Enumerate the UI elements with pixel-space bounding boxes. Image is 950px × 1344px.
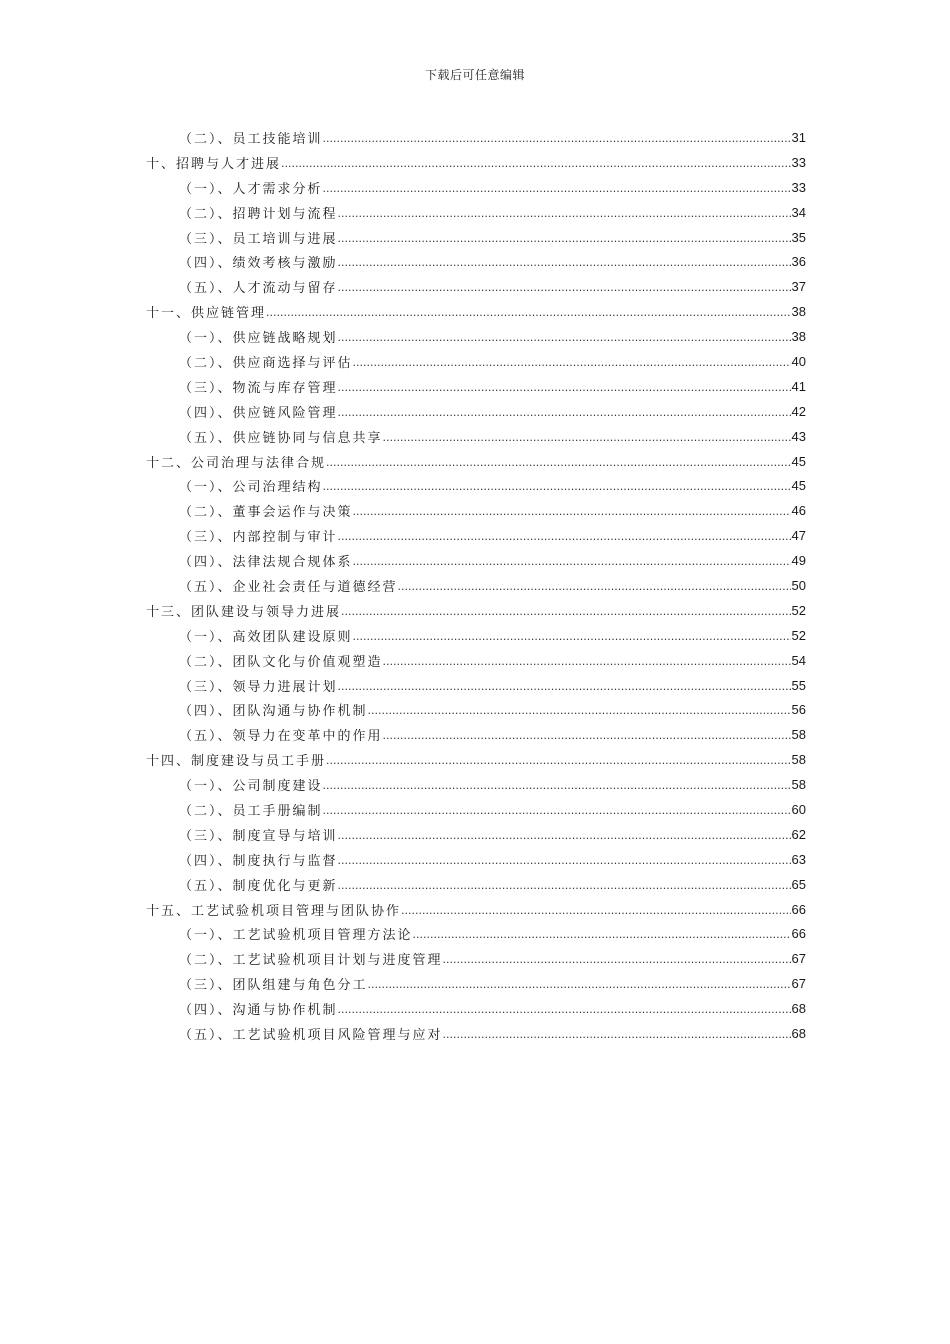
toc-entry-page-number: 41 <box>791 378 806 394</box>
toc-section-entry[interactable] <box>146 946 806 971</box>
toc-entry-page-number: 37 <box>791 279 806 295</box>
toc-entry-title: 十二、公司治理与法律合规 <box>146 455 327 471</box>
toc-entry-page-number: 66 <box>791 901 806 917</box>
toc-dot-leader <box>323 132 791 145</box>
toc-entry-title: （二）、供应商选择与评估 <box>179 355 353 371</box>
toc-dot-leader <box>338 281 791 294</box>
toc-entry-title: （一）、工艺试验机项目管理方法论 <box>179 928 413 944</box>
toc-entry-title: （四）、沟通与协作机制 <box>179 1003 338 1019</box>
toc-entry-title: （五）、人才流动与留存 <box>179 281 338 297</box>
toc-dot-leader <box>323 804 791 817</box>
toc-entry-page-number: 50 <box>791 577 806 593</box>
toc-section-entry[interactable] <box>146 274 806 299</box>
toc-entry-title: （五）、供应链协同与信息共享 <box>179 430 383 446</box>
toc-entry-page-number: 40 <box>791 353 806 369</box>
toc-section-entry[interactable] <box>146 1021 806 1046</box>
toc-dot-leader <box>383 431 791 444</box>
toc-entry-page-number: 36 <box>791 254 806 270</box>
toc-dot-leader <box>353 630 791 643</box>
toc-dot-leader <box>368 978 791 991</box>
toc-section-entry[interactable] <box>146 548 806 573</box>
toc-entry-title: （三）、物流与库存管理 <box>179 380 338 396</box>
toc-section-entry[interactable] <box>146 249 806 274</box>
toc-section-entry[interactable] <box>146 349 806 374</box>
toc-entry-page-number: 65 <box>791 876 806 892</box>
toc-chapter-entry[interactable] <box>146 449 806 474</box>
toc-entry-page-number: 67 <box>791 976 806 992</box>
toc-entry-title: （二）、员工技能培训 <box>179 131 323 147</box>
toc-dot-leader <box>338 1003 791 1016</box>
toc-entry-title: （四）、制度执行与监督 <box>179 853 338 869</box>
toc-chapter-entry[interactable] <box>146 747 806 772</box>
toc-section-entry[interactable] <box>146 573 806 598</box>
toc-entry-title: （二）、招聘计划与流程 <box>179 206 338 222</box>
toc-entry-title: 十三、团队建设与领导力进展 <box>146 604 342 620</box>
toc-dot-leader <box>353 356 791 369</box>
toc-section-entry[interactable] <box>146 971 806 996</box>
toc-section-entry[interactable] <box>146 225 806 250</box>
toc-dot-leader <box>338 381 791 394</box>
toc-chapter-entry[interactable] <box>146 150 806 175</box>
toc-dot-leader <box>443 953 791 966</box>
toc-dot-leader <box>338 879 791 892</box>
toc-dot-leader <box>326 754 791 767</box>
toc-entry-page-number: 45 <box>791 478 806 494</box>
toc-entry-title: （三）、团队组建与角色分工 <box>179 978 368 994</box>
toc-entry-page-number: 31 <box>791 129 806 145</box>
toc-section-entry[interactable] <box>146 374 806 399</box>
toc-entry-title: （四）、绩效考核与激励 <box>179 256 338 272</box>
toc-entry-title: （二）、工艺试验机项目计划与进度管理 <box>179 953 443 969</box>
toc-entry-page-number: 34 <box>791 204 806 220</box>
toc-section-entry[interactable] <box>146 399 806 424</box>
toc-entry-title: （五）、领导力在变革中的作用 <box>179 729 383 745</box>
toc-entry-title: （四）、法律法规合规体系 <box>179 555 353 571</box>
toc-entry-title: （一）、高效团队建设原则 <box>179 629 353 645</box>
toc-section-entry[interactable] <box>146 996 806 1021</box>
toc-dot-leader <box>401 904 791 917</box>
toc-dot-leader <box>323 779 791 792</box>
toc-entry-title: （五）、制度优化与更新 <box>179 878 338 894</box>
toc-entry-title: （一）、人才需求分析 <box>179 181 323 197</box>
toc-dot-leader <box>341 605 791 618</box>
toc-section-entry[interactable] <box>146 822 806 847</box>
toc-dot-leader <box>383 655 791 668</box>
toc-entry-page-number: 63 <box>791 851 806 867</box>
toc-entry-title: （二）、团队文化与价值观塑造 <box>179 654 383 670</box>
toc-entry-title: （一）、供应链战略规划 <box>179 331 338 347</box>
toc-entry-page-number: 52 <box>791 602 806 618</box>
toc-entry-title: （一）、公司治理结构 <box>179 480 323 496</box>
toc-entry-title: （四）、团队沟通与协作机制 <box>179 704 368 720</box>
toc-dot-leader <box>338 256 791 269</box>
toc-entry-title: （五）、工艺试验机项目风险管理与应对 <box>179 1028 443 1043</box>
toc-section-entry[interactable] <box>146 523 806 548</box>
toc-entry-page-number: 56 <box>791 702 806 718</box>
toc-entry-title: （三）、内部控制与审计 <box>179 530 338 546</box>
toc-entry-title: （二）、员工手册编制 <box>179 803 323 819</box>
toc-dot-leader <box>326 456 791 469</box>
toc-section-entry[interactable] <box>146 125 806 150</box>
toc-section-entry[interactable] <box>146 324 806 349</box>
toc-entry-page-number: 52 <box>791 627 806 643</box>
toc-dot-leader <box>281 157 791 170</box>
toc-entry-page-number: 58 <box>791 727 806 743</box>
toc-dot-leader <box>368 704 791 717</box>
toc-entry-title: （一）、公司制度建设 <box>179 779 323 795</box>
toc-entry-page-number: 47 <box>791 528 806 544</box>
toc-entry-page-number: 38 <box>791 304 806 320</box>
toc-entry-page-number: 35 <box>791 229 806 245</box>
toc-dot-leader <box>338 232 791 245</box>
toc-dot-leader <box>338 207 791 220</box>
toc-section-entry[interactable] <box>146 175 806 200</box>
toc-entry-page-number: 68 <box>791 1001 806 1017</box>
toc-section-entry[interactable] <box>146 872 806 897</box>
toc-dot-leader <box>398 580 791 593</box>
toc-section-entry[interactable] <box>146 648 806 673</box>
table-of-contents <box>146 125 806 1046</box>
toc-section-entry[interactable] <box>146 847 806 872</box>
toc-dot-leader <box>323 480 791 493</box>
toc-chapter-entry[interactable] <box>146 897 806 922</box>
toc-dot-leader <box>443 1028 791 1041</box>
toc-section-entry[interactable] <box>146 797 806 822</box>
toc-entry-page-number: 33 <box>791 179 806 195</box>
toc-entry-page-number: 68 <box>791 1026 806 1041</box>
toc-entry-title: （三）、员工培训与进展 <box>179 231 338 247</box>
toc-entry-page-number: 49 <box>791 553 806 569</box>
toc-section-entry[interactable] <box>146 772 806 797</box>
toc-entry-title: （五）、企业社会责任与道德经营 <box>179 579 398 595</box>
page-header-note: 下载后可任意编辑 <box>424 68 525 82</box>
toc-entry-page-number: 54 <box>791 652 806 668</box>
toc-entry-page-number: 58 <box>791 752 806 768</box>
toc-entry-page-number: 43 <box>791 428 806 444</box>
toc-entry-page-number: 62 <box>791 826 806 842</box>
toc-section-entry[interactable] <box>146 722 806 747</box>
toc-entry-title: （四）、供应链风险管理 <box>179 405 338 421</box>
toc-entry-page-number: 67 <box>791 951 806 967</box>
toc-entry-page-number: 42 <box>791 403 806 419</box>
toc-section-entry[interactable] <box>146 623 806 648</box>
toc-dot-leader <box>413 928 791 941</box>
toc-dot-leader <box>338 331 791 344</box>
toc-section-entry[interactable] <box>146 473 806 498</box>
toc-entry-page-number: 33 <box>791 154 806 170</box>
toc-entry-title: （三）、领导力进展计划 <box>179 679 338 695</box>
toc-dot-leader <box>338 406 791 419</box>
toc-entry-page-number: 45 <box>791 453 806 469</box>
toc-entry-page-number: 38 <box>791 329 806 345</box>
toc-section-entry[interactable] <box>146 424 806 449</box>
toc-dot-leader <box>338 530 791 543</box>
toc-dot-leader <box>338 680 791 693</box>
toc-entry-page-number: 55 <box>791 677 806 693</box>
toc-chapter-entry[interactable] <box>146 598 806 623</box>
toc-entry-title: 十四、制度建设与员工手册 <box>146 754 327 770</box>
toc-entry-page-number: 58 <box>791 777 806 793</box>
toc-dot-leader <box>353 555 791 568</box>
toc-dot-leader <box>323 182 791 195</box>
toc-dot-leader <box>266 306 791 319</box>
toc-section-entry[interactable] <box>146 200 806 225</box>
toc-entry-page-number: 60 <box>791 801 806 817</box>
toc-section-entry[interactable] <box>146 922 806 947</box>
toc-entry-title: （三）、制度宣导与培训 <box>179 828 338 844</box>
toc-section-entry[interactable] <box>146 673 806 698</box>
toc-entry-title: 十一、供应链管理 <box>146 306 267 322</box>
toc-dot-leader <box>338 829 791 842</box>
toc-entry-title: 十五、工艺试验机项目管理与团队协作 <box>146 903 402 919</box>
toc-dot-leader <box>383 729 791 742</box>
toc-entry-page-number: 66 <box>791 926 806 942</box>
toc-entry-page-number: 46 <box>791 503 806 519</box>
toc-section-entry[interactable] <box>146 697 806 722</box>
toc-dot-leader <box>353 505 791 518</box>
toc-entry-title: （二）、董事会运作与决策 <box>179 505 353 521</box>
toc-dot-leader <box>338 854 791 867</box>
toc-section-entry[interactable] <box>146 498 806 523</box>
toc-chapter-entry[interactable] <box>146 299 806 324</box>
toc-entry-title: 十、招聘与人才进展 <box>146 156 282 172</box>
